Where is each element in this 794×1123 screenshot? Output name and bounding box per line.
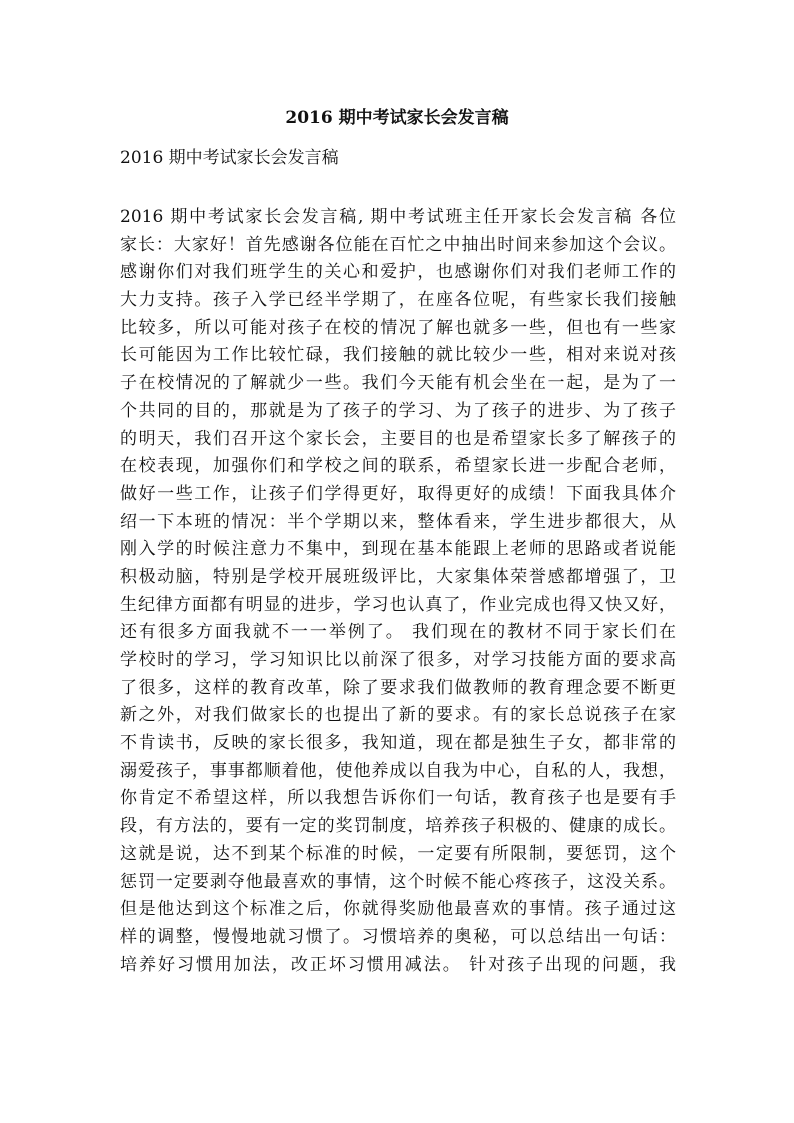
body-line: 的明天，我们召开这个家长会，主要目的也是希望家长多了解孩子的: [120, 428, 676, 449]
body-line: 不肯读书，反映的家长很多，我知道，现在都是独生子女，都非常的: [120, 733, 676, 754]
body-line: 2016 期中考试家长会发言稿, 期中考试班主任开家长会发言稿 各位: [120, 207, 676, 227]
body-line: 生纪律方面都有明显的进步，学习也认真了，作业完成也得又快又好，: [120, 594, 676, 615]
document-title: 2016 期中考试家长会发言稿: [285, 108, 509, 128]
body-line: 长可能因为工作比较忙碌，我们接触的就比较少一些，相对来说对孩: [120, 345, 676, 366]
body-line: 刚入学的时候注意力不集中，到现在基本能跟上老师的思路或者说能: [120, 539, 676, 560]
document-subtitle: 2016 期中考试家长会发言稿: [120, 148, 339, 168]
body-line: 学校时的学习，学习知识比以前深了很多，对学习技能方面的要求高: [120, 650, 676, 670]
body-line: 做好一些工作，让孩子们学得更好，取得更好的成绩！下面我具体介: [120, 483, 676, 504]
body-line: 还有很多方面我就不一一举例了。 我们现在的教材不同于家长们在: [120, 622, 676, 643]
body-text: [120, 204, 676, 979]
body-line: 新之外，对我们做家长的也提出了新的要求。有的家长总说孩子在家: [120, 705, 676, 726]
body-line: 大力支持。孩子入学已经半学期了，在座各位呢，有些家长我们接触: [120, 290, 676, 311]
body-line: 段，有方法的，要有一定的奖罚制度，培养孩子积极的、健康的成长。: [120, 816, 676, 837]
body-line: 你肯定不希望这样，所以我想告诉你们一句话，教育孩子也是要有手: [120, 788, 676, 809]
body-line: 样的调整，慢慢地就习惯了。习惯培养的奥秘，可以总结出一句话：: [120, 926, 676, 947]
body-line: 个共同的目的，那就是为了孩子的学习、为了孩子的进步、为了孩子: [120, 400, 676, 421]
body-line: 比较多，所以可能对孩子在校的情况了解也就多一些，但也有一些家: [120, 317, 676, 338]
body-line: 积极动脑，特别是学校开展班级评比，大家集体荣誉感都增强了，卫: [120, 566, 676, 587]
body-line: 了很多，这样的教育改革，除了要求我们做教师的教育理念要不断更: [120, 677, 676, 698]
body-line: 溺爱孩子，事事都顺着他，使他养成以自我为中心，自私的人，我想，: [120, 760, 676, 781]
body-line: 家长：大家好！首先感谢各位能在百忙之中抽出时间来参加这个会议。: [120, 234, 676, 255]
body-line: 感谢你们对我们班学生的关心和爱护，也感谢你们对我们老师工作的: [120, 262, 676, 283]
body-line: 绍一下本班的情况：半个学期以来，整体看来，学生进步都很大，从: [120, 511, 676, 532]
body-line: 培养好习惯用加法，改正坏习惯用减法。 针对孩子出现的问题，我: [120, 954, 676, 975]
body-line: 但是他达到这个标准之后，你就得奖励他最喜欢的事情。孩子通过这: [120, 899, 676, 920]
body-line: 这就是说，达不到某个标准的时候，一定要有所限制，要惩罚，这个: [120, 843, 676, 864]
body-line: 惩罚一定要剥夺他最喜欢的事情，这个时候不能心疼孩子，这没关系。: [120, 871, 676, 892]
body-line: 在校表现，加强你们和学校之间的联系，希望家长进一步配合老师，: [120, 456, 676, 477]
body-line: 子在校情况的了解就少一些。我们今天能有机会坐在一起，是为了一: [120, 373, 676, 394]
